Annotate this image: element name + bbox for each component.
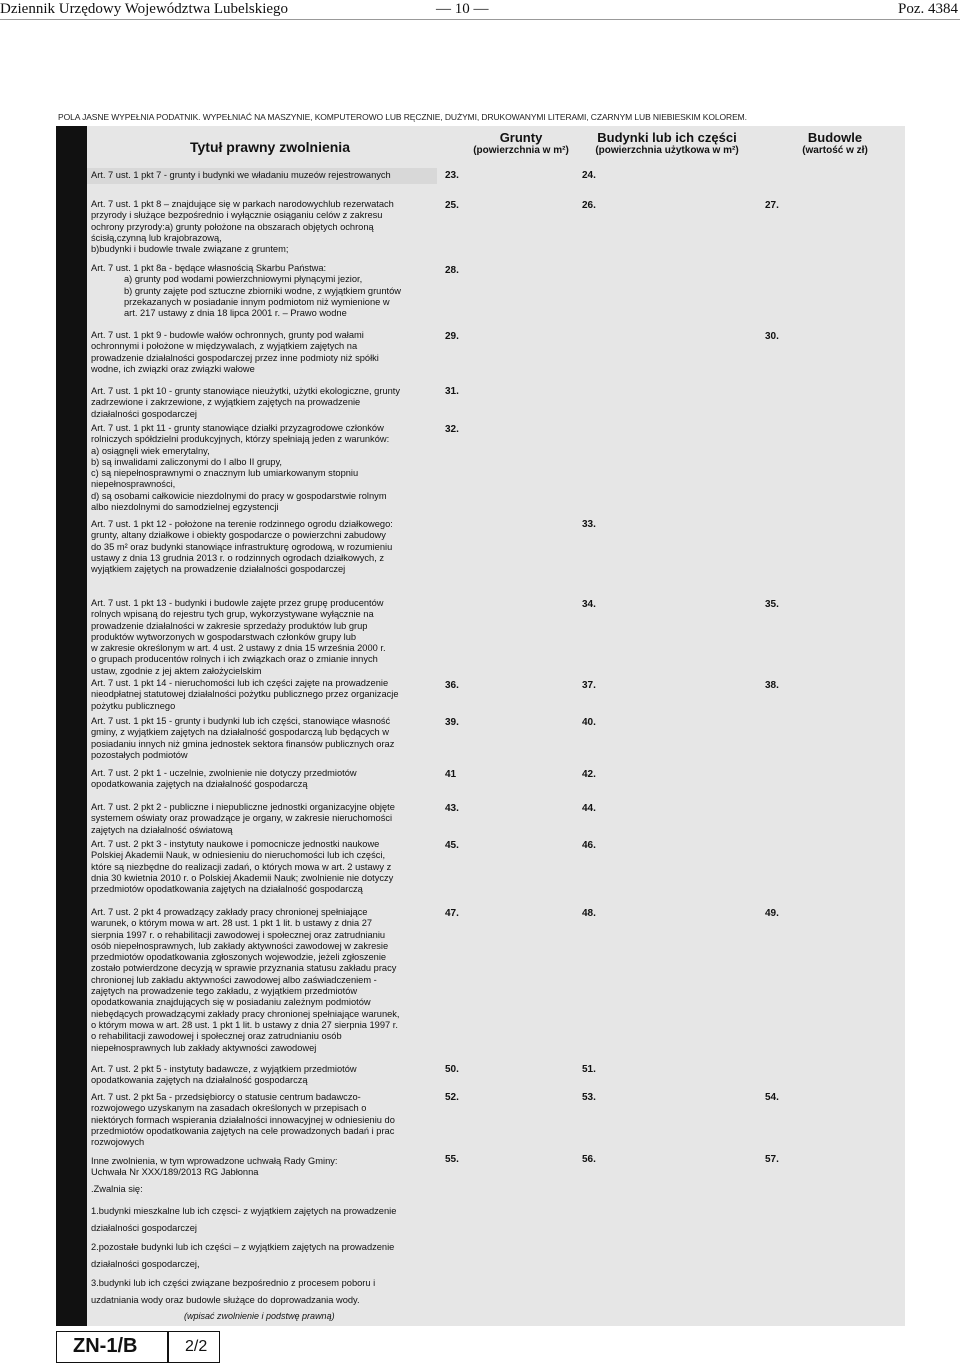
row-text-line: rozwojowych (91, 1137, 145, 1148)
field-47[interactable]: 47. (445, 908, 459, 919)
exemption-row-7-1-8a (91, 263, 436, 319)
field-35[interactable]: 35. (765, 599, 779, 610)
field-49[interactable]: 49. (765, 908, 779, 919)
row-text-line: ochrony przyrody:a) grunty położone na obszarach objętych ochroną (91, 221, 374, 232)
row-text-line: Polskiej Akademii Nauk, w odniesieniu do nieruchomości lub ich części, (91, 850, 386, 861)
row-text-line: działalności gospodarczej, (91, 1259, 200, 1269)
field-33[interactable]: 33. (582, 519, 596, 530)
page-number: — 10 — (436, 1, 489, 17)
field-36[interactable]: 36. (445, 680, 459, 691)
grunty-unit: (powierzchnia w m²) (473, 145, 569, 156)
row-text-line: grunty, altany działkowe i obiekty gospodarcze o powierzchni zabudowy (91, 530, 386, 541)
form-code-box (56, 1331, 220, 1363)
field-24[interactable]: 24. (582, 170, 596, 181)
exemption-row-7-1-14 (91, 678, 436, 712)
row-text-line: Uchwała Nr XXX/189/2013 RG Jabłonna (91, 1167, 259, 1178)
row-text-line: Art. 7 ust. 1 pkt 12 - położone na terenie rodzinnego ogrodu działkowego: (91, 519, 393, 529)
row-text-line: 2.pozostałe budynki lub ich części – z wyjątkiem zajętych na prowadzenie (91, 1242, 395, 1252)
row-text-line: a) grunty pod wodami powierzchniowymi płynącymi jezior, (124, 274, 363, 285)
row-text-line: art. 217 ustawy z dnia 18 lipca 2001 r. – Prawo wodne (124, 308, 347, 319)
row-text-line: Art. 7 ust. 2 pkt 5a - przedsiębiorcy o statusie centrum badawczo- (91, 1092, 361, 1102)
field-39[interactable]: 39. (445, 717, 459, 728)
row-text-line: Art. 7 ust. 1 pkt 11 - grunty stanowiące działki przyzagrodowe członków (91, 423, 384, 433)
field-40[interactable]: 40. (582, 717, 596, 728)
row-text-line: opodatkowania znajdujących się w posiadaniu zależnym podmiotów (91, 997, 371, 1008)
row-text-line: ustaw, zgodnie z jej aktem założycielskim (91, 665, 262, 676)
field-55[interactable]: 55. (445, 1154, 459, 1165)
exemption-row-7-1-8 (91, 199, 436, 255)
field-28[interactable]: 28. (445, 265, 459, 276)
row-text-line: Art. 7 ust. 1 pkt 7 - grunty i budynki we władaniu muzeów rejestrowanych (91, 170, 391, 180)
row-text-line: niektórych formach wspierania działalności innowacyjnej w odniesieniu do (91, 1114, 395, 1125)
field-48[interactable]: 48. (582, 908, 596, 919)
row-text-line: rolnych wpisaną do rejestru tych grup, wykorzystywane wyłącznie na (91, 609, 374, 620)
position-number: Poz. 4384 (898, 1, 958, 17)
row-text-line: chronionej lub zakładu aktywności zawodowej albo zaświadczeniem - (91, 974, 377, 985)
field-50[interactable]: 50. (445, 1064, 459, 1075)
exemption-row-7-2-2 (91, 802, 436, 836)
fill-instruction: POLA JASNE WYPEŁNIA PODATNIK. WYPEŁNIAĆ NA MASZYNIE, KOMPUTEROWO LUB RĘCZNIE, DUŻYMI, DRUKOWANYMI LITERAMI, CZARNYM LUB NIEBIESKIM KOLOREM. (58, 112, 747, 122)
field-52[interactable]: 52. (445, 1092, 459, 1103)
field-25[interactable]: 25. (445, 200, 459, 211)
exemption-row-7-2-3 (91, 839, 436, 895)
row-text-line: zajętych na prowadzenie tego zakładu, z wyjątkiem przedmiotów (91, 986, 358, 997)
field-26[interactable]: 26. (582, 200, 596, 211)
budowle-unit: (wartość w zł) (802, 145, 868, 156)
row-text-line: dnia 30 kwietnia 2010 r. o Polskiej Akademii Nauk; zwolnienie nie dotyczy (91, 872, 394, 883)
row-text-line: prowadzenie działalności w zakresie sprzedaży produktów lub grup (91, 620, 368, 631)
field-46[interactable]: 46. (582, 840, 596, 851)
row-text-line: nieodpłatnej statutowej działalności pożytku publicznego przez organizacje (91, 689, 399, 700)
field-51[interactable]: 51. (582, 1064, 596, 1075)
exemption-row-7-2-5 (91, 1064, 436, 1087)
row-text-line: przedmiotów opodatkowania zajętych na cele prowadzonych badań i prac (91, 1125, 395, 1136)
row-text-line: uzdatniania wody oraz budowle służące do doprowadzania wody. (91, 1295, 360, 1305)
row-text-line: Art. 7 ust. 1 pkt 14 - nieruchomości lub ich części zajęte na prowadzenie (91, 678, 389, 688)
row-text-line: opodatkowania zajętych na działalność gospodarczą (91, 779, 308, 790)
row-text-line: działalności gospodarczej (91, 1223, 197, 1233)
row-text-line: przedmiotów opodatkowania zajętych na działalność gospodarczą (91, 884, 363, 895)
row-text-line: opodatkowania zajętych na działalność gospodarczą (91, 1075, 308, 1086)
row-text-line: rozwojowego uzyskanym na zasadach określonych w przepisach o (91, 1103, 367, 1114)
grunty-label: Grunty (499, 130, 543, 145)
exemption-row-7-1-12 (91, 519, 436, 575)
field-38[interactable]: 38. (765, 680, 779, 691)
left-margin-bar (56, 126, 87, 1326)
row-text-line: ochronnymi i położone w międzywalach, z wyjątkiem zajętych na (91, 341, 358, 352)
exemption-row-7-2-5a (91, 1092, 436, 1148)
row-text-line: do 35 m² oraz budynki stanowiące infrastrukturę ogrodową, w rozumieniu (91, 541, 393, 552)
row-text-line: pozostałych podmiotów (91, 749, 188, 760)
row-text-line: ustawy z dnia 13 grudnia 2013 r. o rodzinnych ogrodach działkowych, z (91, 552, 385, 563)
field-29[interactable]: 29. (445, 331, 459, 342)
journal-title: Dziennik Urzędowy Województwa Lubelskiego (0, 1, 289, 17)
exemption-row-7-1-15 (91, 716, 436, 761)
exemption-row-7-1-10 (91, 386, 436, 420)
row-text-line: przyrody i służące bezpośrednio i wyłącznie osiąganiu celów z zakresu (91, 210, 383, 221)
row-text-line: pożytku publicznego (91, 700, 176, 711)
row-text-line: gminy, z wyjątkiem zajętych na działalność gospodarczą lub będących w (91, 727, 389, 738)
exempted-item-2 (91, 1239, 436, 1273)
exemption-row-7-1-7 (91, 170, 436, 181)
row-text-line: przedmiotów opodatkowania zgłoszonych wojewodzie, jeżeli zgłoszenie (91, 952, 387, 963)
row-text-line: o grupach producentów rolnych i ich związkach oraz o zmianie innych (91, 654, 378, 665)
field-41[interactable]: 41 (445, 769, 457, 780)
exemption-row-7-2-1 (91, 768, 436, 791)
row-text-line: ścisłą,czynną lub krajobrazową, (91, 232, 222, 243)
row-text-line: niepełnosprawnych lub zakłady aktywności zawodowej (91, 1042, 317, 1053)
row-text-line: sierpnia 1997 r. o rehabilitacji zawodowej i społecznej oraz zatrudnianiu (91, 929, 386, 940)
column-header-budynki (592, 130, 742, 156)
row-text-line: niebędących prowadzącymi zakłady pracy chronionej spełniające warunek, (91, 1008, 400, 1019)
field-32[interactable]: 32. (445, 424, 459, 435)
row-text-line: rolniczych spółdzielni produkcyjnych, którzy spełniają jeden z warunków: (91, 434, 390, 445)
field-27[interactable]: 27. (765, 200, 779, 211)
row-text-line: Art. 7 ust. 2 pkt 2 - publiczne i niepubliczne jednostki organizacyjne objęte (91, 802, 395, 812)
row-text-line: prowadzenie działalności gospodarczej przez inne podmioty niż spółki (91, 352, 379, 363)
row-text-line: wodne, ich związki oraz związki wałowe (91, 363, 255, 374)
row-text-line: warunek, o którym mowa w art. 28 ust. 1 pkt 1 lit. b ustawy z dnia 27 (91, 918, 373, 929)
field-53[interactable]: 53. (582, 1092, 596, 1103)
row-text-line: o rehabilitacji zawodowej i społecznej oraz zatrudnianiu osób (91, 1031, 342, 1042)
row-text-line: zajętych na działalność oświatową (91, 824, 233, 835)
field-57[interactable]: 57. (765, 1154, 779, 1165)
column-header-budowle (780, 130, 890, 156)
row-text-line: systemem oświaty oraz prowadzące je organy, w zakresie nieruchomości (91, 813, 393, 824)
other-exemptions (91, 1156, 436, 1179)
column-title-legal-basis: Tytuł prawny zwolnienia (190, 139, 350, 155)
form-page: 2/2 (185, 1338, 208, 1355)
row-text-line: 3.budynki lub ich części związane bezpośrednio z procesem poboru i (91, 1278, 376, 1288)
field-34[interactable]: 34. (582, 599, 596, 610)
field-44[interactable]: 44. (582, 803, 596, 814)
row-text-line: b) grunty zajęte pod sztuczne zbiorniki wodne, z wyjątkiem gruntów (124, 285, 401, 296)
row-text-line: posiadaniu innych niż gmina jednostek sektora finansów publicznych oraz (91, 738, 395, 749)
form-code-divider (167, 1332, 169, 1362)
row-text-line: Art. 7 ust. 1 pkt 8 – znajdujące się w parkach narodowychlub rezerwatach (91, 199, 394, 209)
row-text-line: Art. 7 ust. 1 pkt 8a - będące własnością Skarbu Państwa: (91, 263, 327, 273)
exempted-heading (91, 1184, 436, 1195)
row-text-line: zostało potwierdzone decyzją w sprawie przyznania statusu zakładu pracy (91, 963, 397, 974)
row-text-line: wyjątkiem zajętych na prowadzenie działalności gospodarczej (91, 564, 346, 575)
exemption-row-7-2-4 (91, 907, 436, 1054)
row-text-line: 1.budynki mieszkalne lub ich częsci- z wyjątkiem zajętych na prowadzenie (91, 1206, 397, 1216)
row-text-line: Art. 7 ust. 1 pkt 13 - budynki i budowle zajęte przez grupę producentów (91, 598, 384, 608)
field-43[interactable]: 43. (445, 803, 459, 814)
row-text-line: Inne zwolnienia, w tym wprowadzone uchwałą Rady Gminy: (91, 1156, 338, 1166)
row-text-line: niepełnosprawności, (91, 479, 176, 490)
budowle-label: Budowle (807, 130, 863, 145)
exempted-item-1 (91, 1203, 436, 1237)
field-56[interactable]: 56. (582, 1154, 596, 1165)
header-rule (0, 19, 960, 20)
field-23[interactable]: 23. (445, 170, 459, 181)
row-text-line: Art. 7 ust. 1 pkt 9 - budowle wałów ochronnych, grunty pod wałami (91, 330, 364, 340)
budynki-label: Budynki lub ich części (597, 130, 737, 145)
exemption-row-7-1-13 (91, 598, 436, 677)
field-31[interactable]: 31. (445, 386, 459, 397)
exempted-item-3 (91, 1275, 436, 1309)
row-text-line: a) osiągnęli wiek emerytalny, (91, 445, 210, 456)
field-37[interactable]: 37. (582, 680, 596, 691)
row-text-line: b) są inwalidami zaliczonymi do I albo II grupy, (91, 456, 283, 467)
row-text-line: przekazanych w posiadanie innym podmiotom niż wymienione w (124, 296, 390, 307)
field-54[interactable]: 54. (765, 1092, 779, 1103)
row-text-line: które są niezbędne do realizacji zadań, o których mowa w art. 2 ustawy z (91, 861, 392, 872)
row-text-line: Art. 7 ust. 1 pkt 10 - grunty stanowiące nieużytki, użytki ekologiczne, grunty (91, 386, 401, 396)
field-45[interactable]: 45. (445, 840, 459, 851)
row-text-line: o którym mowa w art. 28 ust. 1 pkt 1 lit. b ustawy z dnia 27 sierpnia 1997 r. (91, 1019, 398, 1030)
form-code: ZN-1/B (73, 1335, 138, 1357)
row-text-line: d) są osobami całkowicie niezdolnymi do pracy w gospodarstwie rolnym (91, 490, 387, 501)
row-text-line: Art. 7 ust. 2 pkt 4 prowadzący zakłady pracy chronionej spełniające (91, 907, 368, 917)
field-42[interactable]: 42. (582, 769, 596, 780)
row-text-line: Art. 7 ust. 2 pkt 5 - instytuty badawcze, z wyjątkiem przedmiotów (91, 1064, 357, 1074)
row-text-line: .Zwalnia się: (91, 1184, 143, 1194)
row-text-line: Art. 7 ust. 1 pkt 15 - grunty i budynki lub ich części, stanowiące własność (91, 716, 391, 726)
exemption-row-7-1-9 (91, 330, 436, 375)
row-text-line: b)budynki i budowle trwale związane z gruntem; (91, 244, 289, 255)
column-header-grunty (466, 130, 576, 156)
field-30[interactable]: 30. (765, 331, 779, 342)
budynki-unit: (powierzchnia użytkowa w m²) (595, 145, 739, 156)
row-text-line: w zakresie określonym w art. 4 ust. 2 ustawy z dnia 15 września 2000 r. (91, 643, 386, 654)
row-text-line: produktów wytworzonych w gospodarstwach członków grupy lub (91, 631, 357, 642)
row-text-line: Art. 7 ust. 2 pkt 1 - uczelnie, zwolnienie nie dotyczy przedmiotów (91, 768, 357, 778)
row-text-line: zadrzewione i zakrzewione, z wyjątkiem zajętych na prowadzenie (91, 397, 361, 408)
footnote: (wpisać zwolnienie i podstwę prawną) (184, 1311, 335, 1321)
row-text-line: osób niepełnosprawnych, lub zakłady aktywności zawodowej w zakresie (91, 940, 389, 951)
row-text-line: c) są niepełnosprawnymi o znacznym lub umiarkowanym stopniu (91, 468, 359, 479)
exemption-row-7-1-11 (91, 423, 436, 513)
row-text-line: Art. 7 ust. 2 pkt 3 - instytuty naukowe i pomocnicze jednostki naukowe (91, 839, 380, 849)
row-text-line: działalności gospodarczej (91, 408, 197, 419)
row-text-line: albo niezdolnymi do samodzielnej egzystencji (91, 502, 279, 513)
